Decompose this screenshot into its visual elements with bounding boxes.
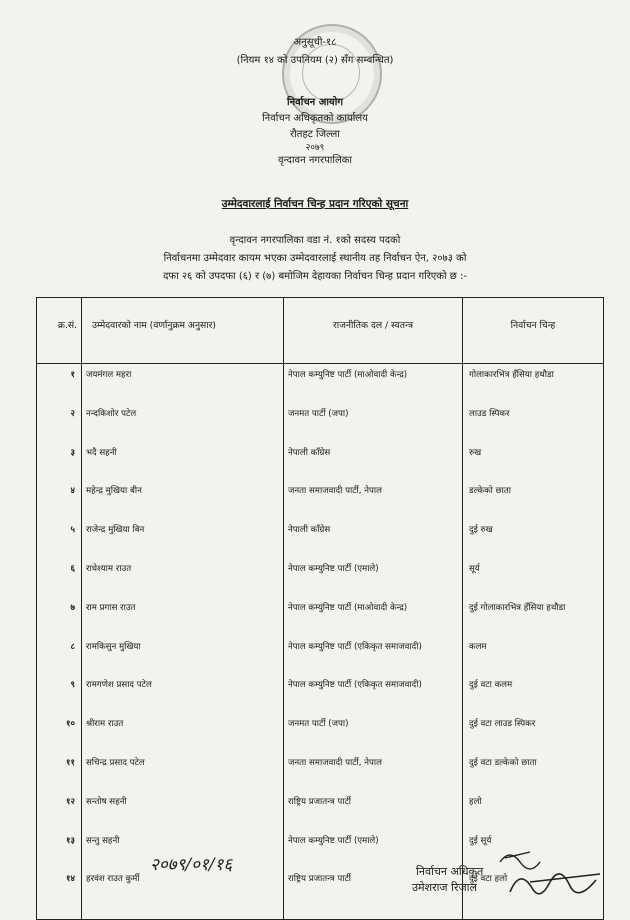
intro-line-2: निर्वाचनमा उम्मेदवार कायम भएका उम्मेदवारलाई स्थानीय तह निर्वाचन ऐन, २०७३ को bbox=[163, 253, 467, 264]
cell-party: राष्ट्रिय प्रजातन्त्र पार्टी bbox=[284, 791, 463, 830]
table-row bbox=[37, 636, 604, 675]
officer-stamp-name: उमेशराज रिजाल bbox=[412, 881, 477, 894]
handwritten-date: २०७९/०१/१६ bbox=[150, 855, 233, 875]
cell-name: महेन्द्र मुखिया बीन bbox=[82, 480, 284, 519]
cell-name: राधेश्याम राउत bbox=[82, 558, 284, 597]
header-serial: क्र.सं. bbox=[37, 298, 82, 364]
commission-name: निर्वाचन आयोग bbox=[287, 97, 343, 108]
cell-party: राष्ट्रिय प्रजातन्त्र पार्टी bbox=[284, 868, 463, 920]
cell-name: सन्तोष सहनी bbox=[82, 791, 284, 830]
cell-symbol: डल्केको छाता bbox=[463, 480, 604, 519]
cell-serial: ७ bbox=[37, 597, 82, 636]
table-row bbox=[37, 480, 604, 519]
cell-serial: ११ bbox=[37, 752, 82, 791]
cell-symbol: गोलाकारभित्र हँसिया हथौडा bbox=[463, 364, 604, 403]
cell-party: नेपाल कम्युनिष्ट पार्टी (एकिकृत समाजवादी) bbox=[284, 674, 463, 713]
cell-party: नेपाल कम्युनिष्ट पार्टी (एमाले) bbox=[284, 830, 463, 869]
header-symbol: निर्वाचन चिन्ह bbox=[463, 298, 604, 364]
table-row bbox=[37, 442, 604, 481]
cell-symbol: लाउड स्पिकर bbox=[463, 403, 604, 442]
cell-name: श्रीराम राउत bbox=[82, 713, 284, 752]
cell-symbol: सूर्य bbox=[463, 558, 604, 597]
cell-name: जयमंगल महरा bbox=[82, 364, 284, 403]
table-row bbox=[37, 597, 604, 636]
cell-symbol: दुई वटा हलो bbox=[463, 868, 604, 920]
year: २०७९ bbox=[305, 143, 325, 153]
candidate-table bbox=[36, 297, 604, 920]
table-header-row bbox=[37, 298, 604, 364]
cell-serial: ४ bbox=[37, 480, 82, 519]
cell-symbol: दुई वटा डल्केको छाता bbox=[463, 752, 604, 791]
header-candidate-name: उम्मेदवारको नाम (वर्णानुक्रम अनुसार) bbox=[82, 298, 284, 364]
annex-label: अनुसूची-१८ bbox=[293, 37, 337, 48]
table-row bbox=[37, 791, 604, 830]
cell-symbol: कलम bbox=[463, 636, 604, 675]
cell-serial: १ bbox=[37, 364, 82, 403]
cell-serial: ९ bbox=[37, 674, 82, 713]
cell-symbol: हलो bbox=[463, 791, 604, 830]
officer-stamp-title: निर्वाचन अधिकृत bbox=[416, 865, 484, 878]
cell-party: नेपाल कम्युनिष्ट पार्टी (माओवादी केन्द्र) bbox=[284, 597, 463, 636]
cell-party: जनता समाजवादी पार्टी, नेपाल bbox=[284, 752, 463, 791]
table-row bbox=[37, 752, 604, 791]
header-party: राजनीतिक दल / स्वतन्त्र bbox=[284, 298, 463, 364]
cell-name: सचिन्द्र प्रसाद पटेल bbox=[82, 752, 284, 791]
notice-title: उम्मेदवारलाई निर्वाचन चिन्ह प्रदान गरिएको सूचना bbox=[221, 198, 409, 210]
cell-symbol: रुख bbox=[463, 442, 604, 481]
cell-name: राजेन्द्र मुखिया बिन bbox=[82, 519, 284, 558]
rule-reference: (नियम १४ को उपनियम (२) सँग सम्बन्धित) bbox=[236, 55, 394, 66]
cell-party: नेपाल कम्युनिष्ट पार्टी (माओवादी केन्द्र) bbox=[284, 364, 463, 403]
cell-symbol: दुई वटा कलम bbox=[463, 674, 604, 713]
cell-serial: ६ bbox=[37, 558, 82, 597]
cell-symbol: दुई गोलाकारभित्र हँसिया हथौडा bbox=[463, 597, 604, 636]
cell-serial: १२ bbox=[37, 791, 82, 830]
cell-party: नेपाली काँग्रेस bbox=[284, 519, 463, 558]
cell-name: भदै सहनी bbox=[82, 442, 284, 481]
cell-symbol: दुई रुख bbox=[463, 519, 604, 558]
cell-symbol: दुई वटा लाउड स्पिकर bbox=[463, 713, 604, 752]
cell-serial: १४ bbox=[37, 868, 82, 920]
table-row bbox=[37, 713, 604, 752]
table-row bbox=[37, 519, 604, 558]
cell-name: सन्तु सहनी bbox=[82, 830, 284, 869]
cell-serial: २ bbox=[37, 403, 82, 442]
table-row bbox=[37, 403, 604, 442]
cell-name: हरवंश राउत कुर्मी bbox=[82, 868, 284, 920]
cell-name: राम प्रगास राउत bbox=[82, 597, 284, 636]
cell-party: नेपाल कम्युनिष्ट पार्टी (एमाले) bbox=[284, 558, 463, 597]
cell-party: जनमत पार्टी (जपा) bbox=[284, 713, 463, 752]
cell-name: नन्दकिशोर पटेल bbox=[82, 403, 284, 442]
district-name: रौतहट जिल्ला bbox=[290, 129, 340, 140]
cell-party: नेपाल कम्युनिष्ट पार्टी (एकिकृत समाजवादी) bbox=[284, 636, 463, 675]
cell-symbol: दुई सूर्य bbox=[463, 830, 604, 869]
intro-line-3: दफा २६ को उपदफा (६) र (७) बमोजिम देहायका निर्वाचन चिन्ह प्रदान गरिएको छ :- bbox=[163, 271, 467, 282]
cell-serial: १३ bbox=[37, 830, 82, 869]
cell-party: नेपाली काँग्रेस bbox=[284, 442, 463, 481]
cell-serial: ८ bbox=[37, 636, 82, 675]
cell-party: जनता समाजवादी पार्टी, नेपाल bbox=[284, 480, 463, 519]
cell-name: रामगणेश प्रसाद पटेल bbox=[82, 674, 284, 713]
cell-serial: ५ bbox=[37, 519, 82, 558]
table-row bbox=[37, 674, 604, 713]
table-row bbox=[37, 558, 604, 597]
officer-signature bbox=[470, 842, 620, 904]
cell-serial: ३ bbox=[37, 442, 82, 481]
table-row bbox=[37, 364, 604, 403]
cell-party: जनमत पार्टी (जपा) bbox=[284, 403, 463, 442]
office-name: निर्वाचन अधिकृतको कार्यालय bbox=[262, 113, 368, 124]
cell-serial: १० bbox=[37, 713, 82, 752]
cell-name: रामकिसुन मुखिया bbox=[82, 636, 284, 675]
intro-line-1: वृन्दावन नगरपालिका वडा नं. १को सदस्य पदको bbox=[229, 235, 401, 246]
municipality-name: वृन्दावन नगरपालिका bbox=[277, 155, 353, 166]
